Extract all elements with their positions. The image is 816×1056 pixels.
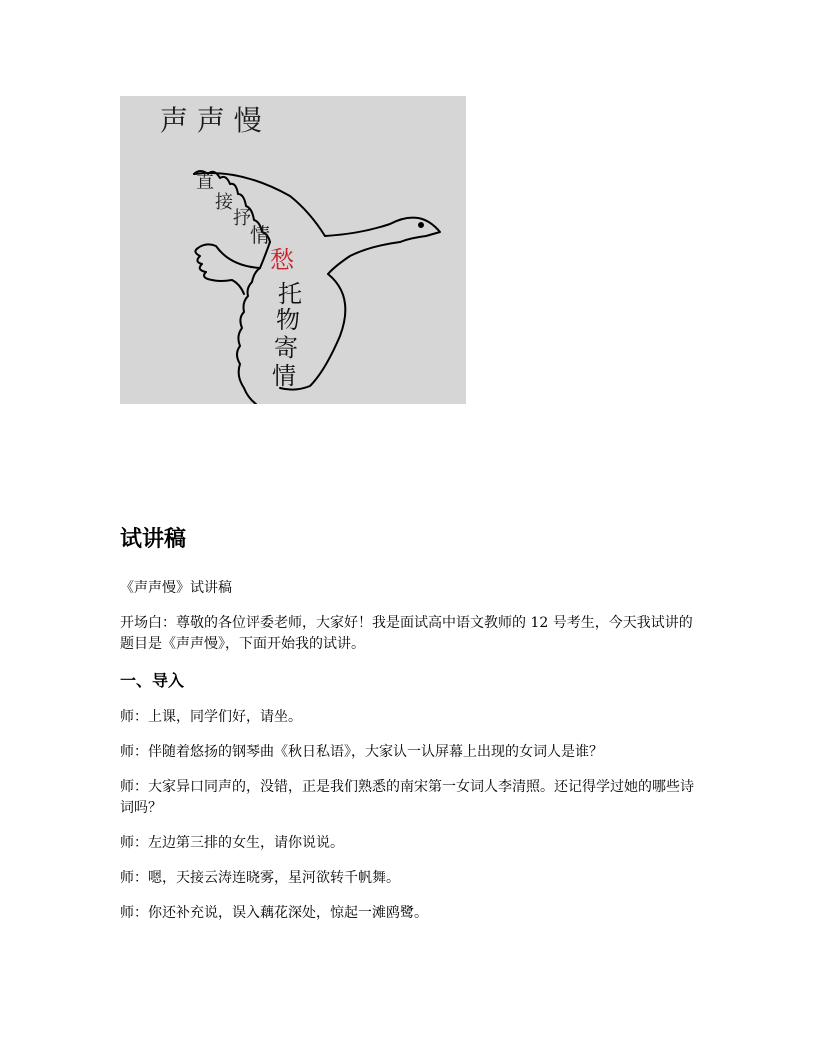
poem-title-text: 声 声 慢 — [160, 104, 262, 137]
dialogue-line: 师：大家异口同声的，没错，正是我们熟悉的南宋第一女词人李清照。还记得学过她的哪些诗词吗？ — [120, 779, 694, 816]
sorrow-char: 愁 — [270, 246, 294, 274]
dialogue-line: 师：左边第三排的女生，请你说说。 — [120, 835, 344, 851]
column-1-char-3: 抒 — [233, 208, 251, 229]
opening-paragraph: 开场白：尊敬的各位评委老师，大家好！我是面试高中语文教师的 12 号考生，今天我试讲的题目是《声声慢》，下面开始我的试讲。 — [120, 615, 693, 652]
document-body — [120, 578, 700, 938]
column-1-char-2: 接 — [215, 192, 233, 213]
document-subtitle: 《声声慢》试讲稿 — [120, 580, 232, 596]
column-1-char-1: 直 — [196, 172, 214, 193]
column-1-char-4: 情 — [250, 223, 270, 247]
column-2-char-3: 寄 — [274, 334, 298, 362]
dialogue-line: 师：上课，同学们好，请坐。 — [120, 709, 302, 725]
dialogue-line: 师：伴随着悠扬的钢琴曲《秋日私语》，大家认一认屏幕上出现的女词人是谁？ — [120, 744, 603, 760]
dialogue-line: 师：嗯，天接云涛连晓雾，星河欲转千帆舞。 — [120, 870, 400, 886]
dialogue-line: 师：你还补充说，误入藕花深处，惊起一滩鸥鹭。 — [120, 905, 428, 921]
section-heading-introduction: 一、导入 — [120, 671, 185, 690]
document-title: 试讲稿 — [120, 527, 187, 552]
column-2-char-4: 情 — [272, 362, 296, 390]
object-lyric-column — [272, 280, 302, 390]
goose-diagram-image — [120, 96, 466, 404]
column-2-char-1: 托 — [278, 280, 302, 308]
column-2-char-2: 物 — [276, 306, 300, 334]
goose-diagram-svg — [120, 96, 466, 404]
